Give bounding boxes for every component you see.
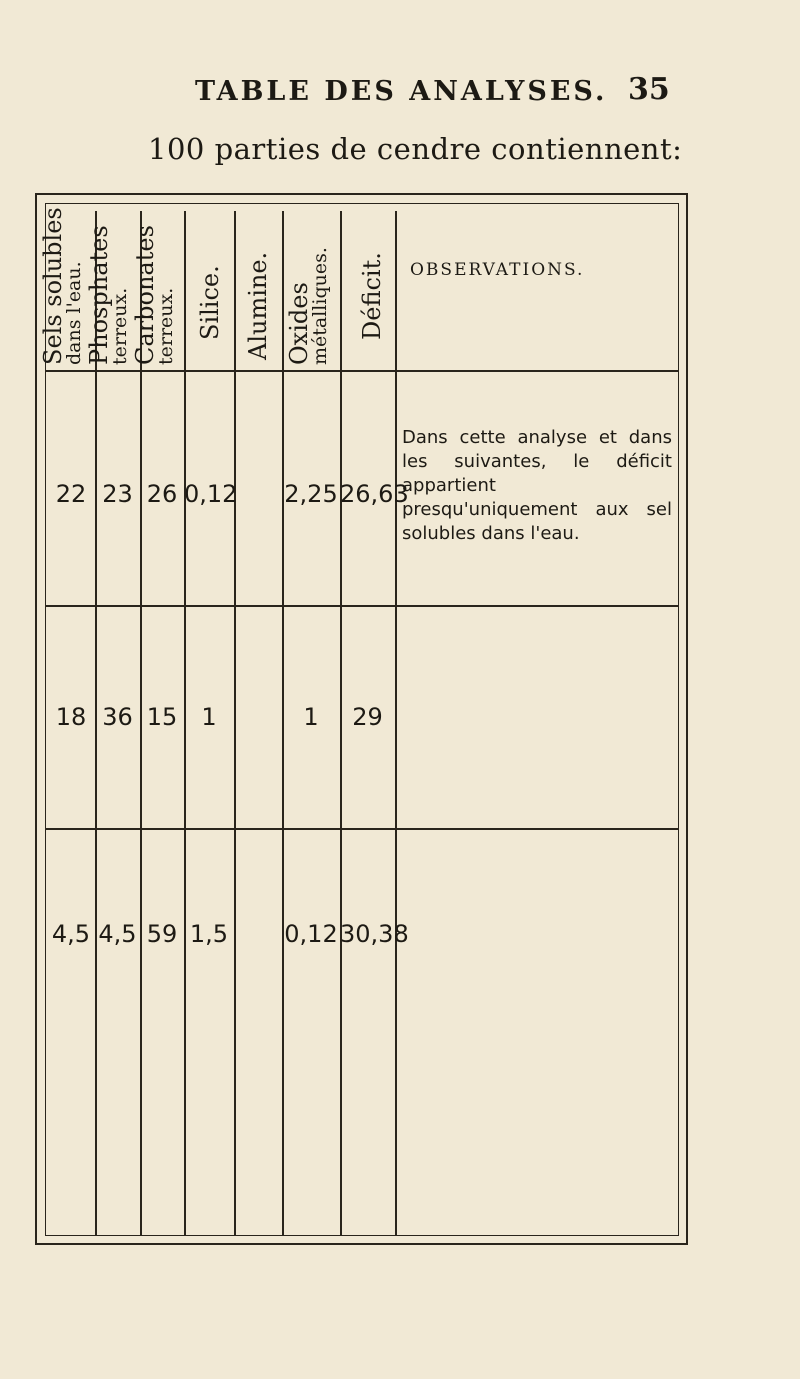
- column-divider: [395, 211, 397, 1235]
- table-cell: 1,5: [189, 920, 229, 948]
- column-header-carbonates: Carbonates terreux.: [131, 225, 177, 365]
- table-cell: 1: [303, 703, 319, 731]
- table-cell: 22: [55, 480, 87, 508]
- table-cell: 26,63: [340, 480, 409, 508]
- table-cell: 4,5: [98, 920, 137, 948]
- table-cell: 4,5: [51, 920, 91, 948]
- table-cell: 0,12: [284, 920, 338, 948]
- running-title: TABLE DES ANALYSES.: [195, 76, 608, 107]
- column-header-sels-solubles: Sels solubles dans l'eau.: [39, 207, 85, 365]
- header-row-divider: [46, 370, 678, 372]
- column-divider: [234, 211, 236, 1235]
- table-cell: 26: [146, 480, 178, 508]
- observations-header: OBSERVATIONS.: [410, 260, 585, 280]
- column-header-silice: Silice.: [196, 265, 224, 340]
- table-cell: 59: [146, 920, 178, 948]
- table-cell: 18: [55, 703, 87, 731]
- intro-text: 100 parties de cendre contiennent:: [148, 132, 683, 166]
- table-cell: 23: [102, 480, 133, 508]
- column-header-alumine: Alumine.: [244, 251, 272, 360]
- column-header-oxides: Oxides métalliques.: [285, 247, 331, 365]
- page-number: 35: [628, 72, 670, 107]
- table-cell: 1: [201, 703, 217, 731]
- row-divider: [46, 828, 678, 830]
- table-cell: 36: [102, 703, 133, 731]
- table-cell: 29: [352, 703, 383, 731]
- column-header-deficit: Déficit.: [358, 252, 386, 340]
- page-header: [0, 72, 800, 112]
- table-cell: 15: [146, 703, 178, 731]
- column-header-phosphates: Phosphates terreux.: [85, 225, 131, 365]
- row-divider: [46, 605, 678, 607]
- table-cell: 0,12: [184, 480, 238, 508]
- observation-note: Dans cette analyse et dans les suivantes, le déficit appartient presqu'uniquement aux sel solubles dans l'eau.: [402, 427, 672, 544]
- table-cell: 30,38: [340, 920, 409, 948]
- table-cell: 2,25: [284, 480, 338, 508]
